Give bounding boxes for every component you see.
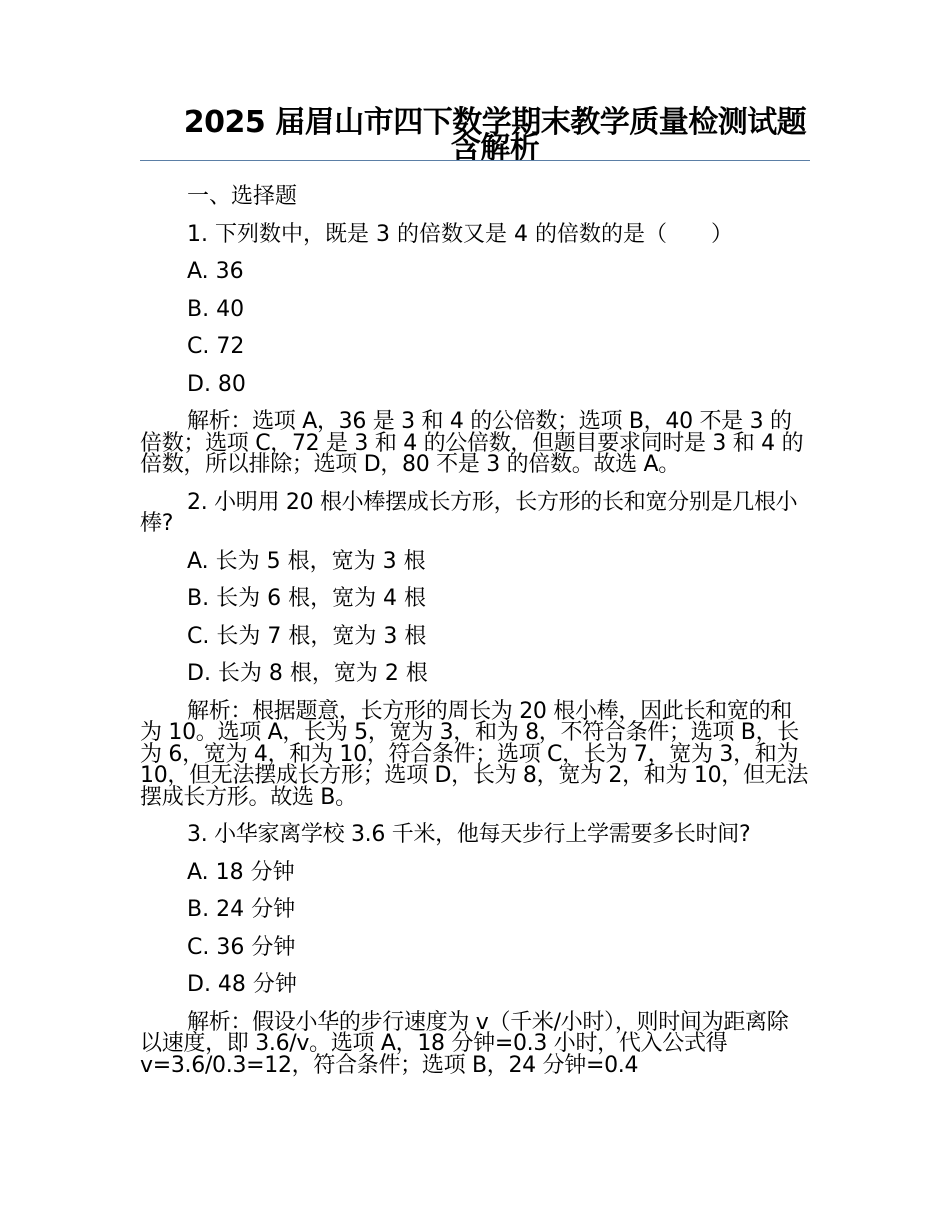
- option-c: C. 36 分钟: [187, 934, 296, 960]
- option-a: A. 18 分钟: [187, 859, 295, 885]
- analysis-paragraph: 解析：选项 A，36 是 3 和 4 的公倍数；选项 B，40 不是 3 的倍数；选项 C，72 是 3 和 4 的公倍数，但题目要求同时是 3 和 4 的倍数，所以排除；选项 D，80 不是 3 的倍数。故选 A。: [140, 409, 804, 477]
- option-d: D. 48 分钟: [187, 972, 297, 997]
- question-stem: 2. 小明用 20 根小棒摆成长方形，长方形的长和宽分别是几根小棒?: [140, 489, 798, 536]
- option-b: B. 长为 6 根，宽为 4 根: [187, 586, 427, 611]
- question-stem: 3. 小华家离学校 3.6 千米，他每天步行上学需要多长时间?: [187, 822, 751, 847]
- option-b: B. 24 分钟: [187, 897, 296, 922]
- document-title: 2025 届眉山市四下数学期末教学质量检测试题含解析: [183, 105, 807, 166]
- option-c: C. 72: [187, 334, 245, 359]
- document-page: [140, 100, 810, 1078]
- analysis-paragraph: 解析：根据题意，长方形的周长为 20 根小棒，因此长和宽的和为 10。选项 A，长为 5，宽为 3，和为 8，不符合条件；选项 B，长为 6，宽为 4，和为 10，符合条件；选项 C，长为 7，宽为 3，和为 10，但无法摆成长方形；选项 D，长为 8，宽为 2，和为 10，但无法摆成长方形。故选 B。: [140, 698, 809, 810]
- option-a: A. 36: [187, 259, 244, 284]
- title-underline: [140, 160, 810, 161]
- option-c: C. 长为 7 根，宽为 3 根: [187, 623, 427, 649]
- option-a: A. 长为 5 根，宽为 3 根: [187, 548, 426, 574]
- document-body: [140, 178, 810, 1084]
- option-d: D. 长为 8 根，宽为 2 根: [187, 661, 428, 686]
- question-stem: 1. 下列数中，既是 3 的倍数又是 4 的倍数的是（ ）: [187, 221, 733, 247]
- option-b: B. 40: [187, 296, 245, 322]
- section-heading: 一、选择题: [187, 184, 298, 209]
- analysis-paragraph: 解析：假设小华的步行速度为 v（千米/小时），则时间为距离除以速度，即 3.6/v。选项 A，18 分钟=0.3 小时，代入公式得 v=3.6/0.3=12，符合条件；选项 B，24 分钟=0.4: [140, 1009, 789, 1078]
- option-d: D. 80: [187, 371, 246, 397]
